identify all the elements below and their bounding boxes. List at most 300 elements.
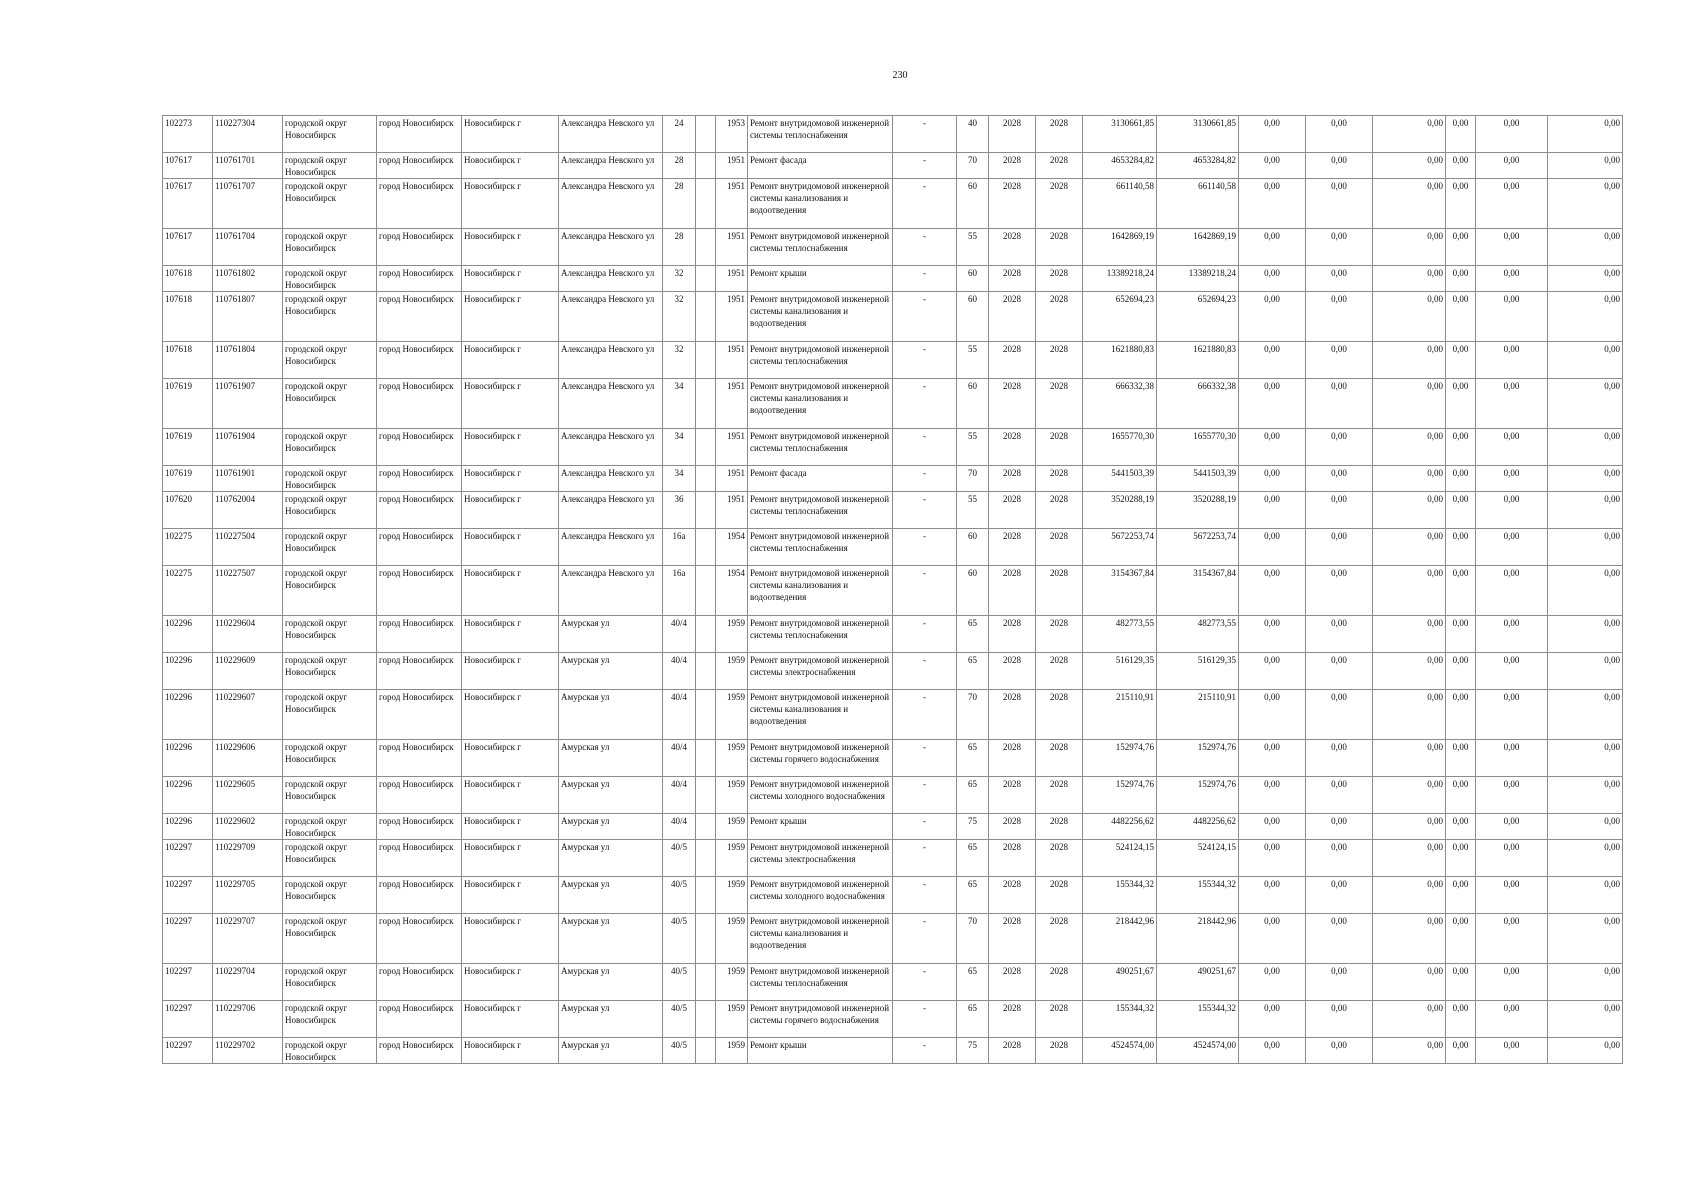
cost-total-cell: 5441503,39 — [1083, 466, 1157, 492]
work-type-cell: Ремонт внутридомовой инженерной системы горячего водоснабжения — [748, 1001, 893, 1038]
cost-total-cell: 4524574,00 — [1083, 1038, 1157, 1064]
dash-cell: - — [893, 492, 957, 529]
plan-year-end-cell: 2028 — [1036, 266, 1083, 292]
dash-cell: - — [893, 379, 957, 429]
building-cell — [696, 740, 716, 777]
work-type-cell: Ремонт фасада — [748, 153, 893, 179]
plan-year-end-cell: 2028 — [1036, 342, 1083, 379]
work-id-cell: 110227507 — [213, 566, 283, 616]
amount-3-cell: 0,00 — [1373, 914, 1446, 964]
settlement-cell: город Новосибирск — [377, 429, 462, 466]
amount-5-cell: 0,00 — [1476, 914, 1548, 964]
plan-year-start-cell: 2028 — [989, 229, 1036, 266]
work-id-cell: 110761804 — [213, 342, 283, 379]
work-id-cell: 110761802 — [213, 266, 283, 292]
year-built-cell: 1951 — [716, 292, 748, 342]
wear-percent-cell: 60 — [957, 292, 989, 342]
year-built-cell: 1954 — [716, 529, 748, 566]
cost-total-cell: 3154367,84 — [1083, 566, 1157, 616]
street-cell: Амурская ул — [559, 840, 663, 877]
wear-percent-cell: 75 — [957, 814, 989, 840]
locality-cell: Новосибирск г — [462, 342, 559, 379]
dash-cell: - — [893, 616, 957, 653]
plan-year-start-cell: 2028 — [989, 379, 1036, 429]
amount-4-cell: 0,00 — [1446, 466, 1476, 492]
work-id-cell: 110229606 — [213, 740, 283, 777]
work-type-cell: Ремонт внутридомовой инженерной системы теплоснабжения — [748, 492, 893, 529]
amount-1-cell: 0,00 — [1239, 964, 1306, 1001]
table-row — [163, 566, 1623, 616]
work-type-cell: Ремонт внутридомовой инженерной системы электроснабжения — [748, 840, 893, 877]
table-row — [163, 266, 1623, 292]
house-number-cell: 40/4 — [663, 653, 696, 690]
amount-2-cell: 0,00 — [1306, 492, 1373, 529]
amount-2-cell: 0,00 — [1306, 777, 1373, 814]
plan-year-start-cell: 2028 — [989, 153, 1036, 179]
wear-percent-cell: 70 — [957, 466, 989, 492]
object-id-cell: 107620 — [163, 492, 213, 529]
work-type-cell: Ремонт внутридомовой инженерной системы канализования и водоотведения — [748, 914, 893, 964]
plan-year-end-cell: 2028 — [1036, 814, 1083, 840]
work-id-cell: 110227304 — [213, 116, 283, 153]
object-id-cell: 107617 — [163, 153, 213, 179]
amount-2-cell: 0,00 — [1306, 1001, 1373, 1038]
amount-1-cell: 0,00 — [1239, 116, 1306, 153]
municipality-cell: городской округ Новосибирск — [283, 616, 377, 653]
year-built-cell: 1951 — [716, 379, 748, 429]
cost-total-cell: 490251,67 — [1083, 964, 1157, 1001]
wear-percent-cell: 70 — [957, 914, 989, 964]
cost-total-cell: 652694,23 — [1083, 292, 1157, 342]
amount-6-cell: 0,00 — [1548, 292, 1623, 342]
plan-year-end-cell: 2028 — [1036, 529, 1083, 566]
cost-total-cell: 666332,38 — [1083, 379, 1157, 429]
plan-year-start-cell: 2028 — [989, 466, 1036, 492]
amount-4-cell: 0,00 — [1446, 877, 1476, 914]
amount-6-cell: 0,00 — [1548, 964, 1623, 1001]
building-cell — [696, 1038, 716, 1064]
table-row — [163, 379, 1623, 429]
building-cell — [696, 653, 716, 690]
house-number-cell: 32 — [663, 342, 696, 379]
plan-year-end-cell: 2028 — [1036, 840, 1083, 877]
work-id-cell: 110229604 — [213, 616, 283, 653]
amount-4-cell: 0,00 — [1446, 429, 1476, 466]
street-cell: Амурская ул — [559, 616, 663, 653]
amount-1-cell: 0,00 — [1239, 379, 1306, 429]
amount-2-cell: 0,00 — [1306, 153, 1373, 179]
work-type-cell: Ремонт внутридомовой инженерной системы теплоснабжения — [748, 616, 893, 653]
amount-2-cell: 0,00 — [1306, 1038, 1373, 1064]
building-cell — [696, 266, 716, 292]
amount-1-cell: 0,00 — [1239, 292, 1306, 342]
settlement-cell: город Новосибирск — [377, 266, 462, 292]
amount-4-cell: 0,00 — [1446, 292, 1476, 342]
work-id-cell: 110229702 — [213, 1038, 283, 1064]
dash-cell: - — [893, 179, 957, 229]
locality-cell: Новосибирск г — [462, 914, 559, 964]
table-row — [163, 292, 1623, 342]
amount-5-cell: 0,00 — [1476, 690, 1548, 740]
wear-percent-cell: 40 — [957, 116, 989, 153]
amount-2-cell: 0,00 — [1306, 429, 1373, 466]
amount-5-cell: 0,00 — [1476, 266, 1548, 292]
building-cell — [696, 814, 716, 840]
amount-6-cell: 0,00 — [1548, 229, 1623, 266]
house-number-cell: 24 — [663, 116, 696, 153]
plan-year-end-cell: 2028 — [1036, 1038, 1083, 1064]
table-row — [163, 616, 1623, 653]
amount-1-cell: 0,00 — [1239, 266, 1306, 292]
work-type-cell: Ремонт крыши — [748, 814, 893, 840]
dash-cell: - — [893, 877, 957, 914]
work-type-cell: Ремонт крыши — [748, 266, 893, 292]
object-id-cell: 107619 — [163, 429, 213, 466]
locality-cell: Новосибирск г — [462, 566, 559, 616]
plan-year-start-cell: 2028 — [989, 529, 1036, 566]
amount-4-cell: 0,00 — [1446, 616, 1476, 653]
locality-cell: Новосибирск г — [462, 616, 559, 653]
cost-fund-cell: 3130661,85 — [1157, 116, 1239, 153]
amount-6-cell: 0,00 — [1548, 840, 1623, 877]
table-row — [163, 116, 1623, 153]
house-number-cell: 40/4 — [663, 740, 696, 777]
street-cell: Амурская ул — [559, 814, 663, 840]
dash-cell: - — [893, 529, 957, 566]
year-built-cell: 1959 — [716, 914, 748, 964]
building-cell — [696, 840, 716, 877]
building-cell — [696, 877, 716, 914]
amount-6-cell: 0,00 — [1548, 529, 1623, 566]
plan-year-start-cell: 2028 — [989, 292, 1036, 342]
locality-cell: Новосибирск г — [462, 814, 559, 840]
street-cell: Амурская ул — [559, 1001, 663, 1038]
amount-1-cell: 0,00 — [1239, 690, 1306, 740]
table-row — [163, 1001, 1623, 1038]
settlement-cell: город Новосибирск — [377, 529, 462, 566]
plan-year-start-cell: 2028 — [989, 566, 1036, 616]
amount-5-cell: 0,00 — [1476, 653, 1548, 690]
locality-cell: Новосибирск г — [462, 529, 559, 566]
object-id-cell: 102297 — [163, 964, 213, 1001]
cost-fund-cell: 155344,32 — [1157, 1001, 1239, 1038]
building-cell — [696, 292, 716, 342]
amount-2-cell: 0,00 — [1306, 653, 1373, 690]
settlement-cell: город Новосибирск — [377, 877, 462, 914]
municipality-cell: городской округ Новосибирск — [283, 179, 377, 229]
municipality-cell: городской округ Новосибирск — [283, 566, 377, 616]
cost-total-cell: 13389218,24 — [1083, 266, 1157, 292]
amount-4-cell: 0,00 — [1446, 266, 1476, 292]
amount-4-cell: 0,00 — [1446, 492, 1476, 529]
plan-year-start-cell: 2028 — [989, 492, 1036, 529]
house-number-cell: 16а — [663, 529, 696, 566]
table-row — [163, 179, 1623, 229]
work-type-cell: Ремонт внутридомовой инженерной системы теплоснабжения — [748, 529, 893, 566]
locality-cell: Новосибирск г — [462, 964, 559, 1001]
cost-total-cell: 4482256,62 — [1083, 814, 1157, 840]
cost-fund-cell: 1642869,19 — [1157, 229, 1239, 266]
amount-5-cell: 0,00 — [1476, 566, 1548, 616]
street-cell: Амурская ул — [559, 653, 663, 690]
locality-cell: Новосибирск г — [462, 466, 559, 492]
table-row — [163, 492, 1623, 529]
amount-5-cell: 0,00 — [1476, 1001, 1548, 1038]
year-built-cell: 1959 — [716, 1001, 748, 1038]
amount-5-cell: 0,00 — [1476, 429, 1548, 466]
street-cell: Александра Невского ул — [559, 529, 663, 566]
object-id-cell: 107617 — [163, 179, 213, 229]
house-number-cell: 40/5 — [663, 877, 696, 914]
amount-1-cell: 0,00 — [1239, 840, 1306, 877]
wear-percent-cell: 55 — [957, 492, 989, 529]
cost-total-cell: 482773,55 — [1083, 616, 1157, 653]
work-type-cell: Ремонт внутридомовой инженерной системы горячего водоснабжения — [748, 740, 893, 777]
cost-total-cell: 155344,32 — [1083, 1001, 1157, 1038]
plan-year-start-cell: 2028 — [989, 777, 1036, 814]
municipality-cell: городской округ Новосибирск — [283, 1001, 377, 1038]
municipality-cell: городской округ Новосибирск — [283, 914, 377, 964]
wear-percent-cell: 65 — [957, 877, 989, 914]
plan-year-end-cell: 2028 — [1036, 653, 1083, 690]
wear-percent-cell: 60 — [957, 266, 989, 292]
amount-1-cell: 0,00 — [1239, 566, 1306, 616]
work-id-cell: 110761704 — [213, 229, 283, 266]
amount-1-cell: 0,00 — [1239, 153, 1306, 179]
wear-percent-cell: 65 — [957, 1001, 989, 1038]
dash-cell: - — [893, 840, 957, 877]
plan-year-start-cell: 2028 — [989, 116, 1036, 153]
amount-4-cell: 0,00 — [1446, 814, 1476, 840]
municipality-cell: городской округ Новосибирск — [283, 379, 377, 429]
object-id-cell: 107618 — [163, 342, 213, 379]
amount-4-cell: 0,00 — [1446, 229, 1476, 266]
amount-2-cell: 0,00 — [1306, 379, 1373, 429]
street-cell: Амурская ул — [559, 914, 663, 964]
locality-cell: Новосибирск г — [462, 653, 559, 690]
wear-percent-cell: 55 — [957, 429, 989, 466]
municipality-cell: городской округ Новосибирск — [283, 492, 377, 529]
municipality-cell: городской округ Новосибирск — [283, 777, 377, 814]
municipality-cell: городской округ Новосибирск — [283, 429, 377, 466]
amount-6-cell: 0,00 — [1548, 266, 1623, 292]
object-id-cell: 107618 — [163, 292, 213, 342]
building-cell — [696, 116, 716, 153]
wear-percent-cell: 65 — [957, 616, 989, 653]
amount-6-cell: 0,00 — [1548, 814, 1623, 840]
work-id-cell: 110229607 — [213, 690, 283, 740]
plan-year-end-cell: 2028 — [1036, 914, 1083, 964]
object-id-cell: 107619 — [163, 466, 213, 492]
object-id-cell: 107618 — [163, 266, 213, 292]
work-type-cell: Ремонт внутридомовой инженерной системы холодного водоснабжения — [748, 777, 893, 814]
amount-6-cell: 0,00 — [1548, 777, 1623, 814]
cost-fund-cell: 152974,76 — [1157, 740, 1239, 777]
locality-cell: Новосибирск г — [462, 1001, 559, 1038]
house-number-cell: 40/4 — [663, 777, 696, 814]
street-cell: Александра Невского ул — [559, 292, 663, 342]
work-type-cell: Ремонт внутридомовой инженерной системы теплоснабжения — [748, 116, 893, 153]
amount-5-cell: 0,00 — [1476, 153, 1548, 179]
amount-6-cell: 0,00 — [1548, 616, 1623, 653]
cost-fund-cell: 4524574,00 — [1157, 1038, 1239, 1064]
year-built-cell: 1951 — [716, 179, 748, 229]
amount-6-cell: 0,00 — [1548, 342, 1623, 379]
amount-1-cell: 0,00 — [1239, 740, 1306, 777]
street-cell: Амурская ул — [559, 1038, 663, 1064]
amount-1-cell: 0,00 — [1239, 466, 1306, 492]
work-type-cell: Ремонт внутридомовой инженерной системы теплоснабжения — [748, 229, 893, 266]
work-type-cell: Ремонт крыши — [748, 1038, 893, 1064]
amount-5-cell: 0,00 — [1476, 292, 1548, 342]
work-id-cell: 110227504 — [213, 529, 283, 566]
municipality-cell: городской округ Новосибирск — [283, 840, 377, 877]
house-number-cell: 40/4 — [663, 814, 696, 840]
year-built-cell: 1959 — [716, 653, 748, 690]
amount-5-cell: 0,00 — [1476, 1038, 1548, 1064]
year-built-cell: 1959 — [716, 616, 748, 653]
settlement-cell: город Новосибирск — [377, 914, 462, 964]
amount-1-cell: 0,00 — [1239, 529, 1306, 566]
table-row — [163, 653, 1623, 690]
amount-2-cell: 0,00 — [1306, 877, 1373, 914]
amount-2-cell: 0,00 — [1306, 690, 1373, 740]
cost-fund-cell: 3154367,84 — [1157, 566, 1239, 616]
building-cell — [696, 429, 716, 466]
amount-2-cell: 0,00 — [1306, 914, 1373, 964]
amount-3-cell: 0,00 — [1373, 814, 1446, 840]
table-row — [163, 342, 1623, 379]
amount-1-cell: 0,00 — [1239, 179, 1306, 229]
registry-body — [163, 116, 1623, 1064]
municipality-cell: городской округ Новосибирск — [283, 814, 377, 840]
plan-year-end-cell: 2028 — [1036, 964, 1083, 1001]
plan-year-start-cell: 2028 — [989, 429, 1036, 466]
plan-year-end-cell: 2028 — [1036, 740, 1083, 777]
municipality-cell: городской округ Новосибирск — [283, 877, 377, 914]
street-cell: Александра Невского ул — [559, 153, 663, 179]
plan-year-end-cell: 2028 — [1036, 690, 1083, 740]
amount-3-cell: 0,00 — [1373, 840, 1446, 877]
year-built-cell: 1959 — [716, 840, 748, 877]
amount-1-cell: 0,00 — [1239, 229, 1306, 266]
amount-4-cell: 0,00 — [1446, 690, 1476, 740]
locality-cell: Новосибирск г — [462, 492, 559, 529]
building-cell — [696, 616, 716, 653]
amount-5-cell: 0,00 — [1476, 814, 1548, 840]
amount-3-cell: 0,00 — [1373, 229, 1446, 266]
page-number: 230 — [892, 70, 908, 81]
object-id-cell: 102296 — [163, 690, 213, 740]
table-row — [163, 840, 1623, 877]
amount-4-cell: 0,00 — [1446, 153, 1476, 179]
plan-year-start-cell: 2028 — [989, 1038, 1036, 1064]
amount-5-cell: 0,00 — [1476, 466, 1548, 492]
dash-cell: - — [893, 653, 957, 690]
amount-6-cell: 0,00 — [1548, 492, 1623, 529]
house-number-cell: 40/4 — [663, 690, 696, 740]
amount-1-cell: 0,00 — [1239, 914, 1306, 964]
plan-year-end-cell: 2028 — [1036, 379, 1083, 429]
house-number-cell: 28 — [663, 179, 696, 229]
house-number-cell: 40/5 — [663, 1001, 696, 1038]
object-id-cell: 102296 — [163, 653, 213, 690]
cost-total-cell: 5672253,74 — [1083, 529, 1157, 566]
amount-3-cell: 0,00 — [1373, 379, 1446, 429]
cost-fund-cell: 482773,55 — [1157, 616, 1239, 653]
dash-cell: - — [893, 814, 957, 840]
cost-fund-cell: 652694,23 — [1157, 292, 1239, 342]
work-id-cell: 110761907 — [213, 379, 283, 429]
dash-cell: - — [893, 690, 957, 740]
amount-3-cell: 0,00 — [1373, 342, 1446, 379]
municipality-cell: городской округ Новосибирск — [283, 229, 377, 266]
cost-fund-cell: 215110,91 — [1157, 690, 1239, 740]
building-cell — [696, 153, 716, 179]
amount-4-cell: 0,00 — [1446, 529, 1476, 566]
cost-fund-cell: 666332,38 — [1157, 379, 1239, 429]
work-id-cell: 110229605 — [213, 777, 283, 814]
plan-year-start-cell: 2028 — [989, 266, 1036, 292]
cost-total-cell: 1655770,30 — [1083, 429, 1157, 466]
house-number-cell: 40/5 — [663, 840, 696, 877]
amount-3-cell: 0,00 — [1373, 1038, 1446, 1064]
building-cell — [696, 566, 716, 616]
street-cell: Амурская ул — [559, 740, 663, 777]
object-id-cell: 102297 — [163, 877, 213, 914]
table-row — [163, 877, 1623, 914]
settlement-cell: город Новосибирск — [377, 492, 462, 529]
municipality-cell: городской округ Новосибирск — [283, 342, 377, 379]
work-type-cell: Ремонт внутридомовой инженерной системы канализования и водоотведения — [748, 179, 893, 229]
plan-year-end-cell: 2028 — [1036, 616, 1083, 653]
amount-2-cell: 0,00 — [1306, 964, 1373, 1001]
cost-fund-cell: 1621880,83 — [1157, 342, 1239, 379]
street-cell: Амурская ул — [559, 777, 663, 814]
work-type-cell: Ремонт внутридомовой инженерной системы теплоснабжения — [748, 342, 893, 379]
settlement-cell: город Новосибирск — [377, 740, 462, 777]
object-id-cell: 102273 — [163, 116, 213, 153]
wear-percent-cell: 65 — [957, 740, 989, 777]
street-cell: Александра Невского ул — [559, 492, 663, 529]
repair-registry-table — [162, 115, 1623, 1064]
dash-cell: - — [893, 1038, 957, 1064]
municipality-cell: городской округ Новосибирск — [283, 653, 377, 690]
locality-cell: Новосибирск г — [462, 229, 559, 266]
settlement-cell: город Новосибирск — [377, 179, 462, 229]
municipality-cell: городской округ Новосибирск — [283, 740, 377, 777]
amount-3-cell: 0,00 — [1373, 466, 1446, 492]
object-id-cell: 107619 — [163, 379, 213, 429]
house-number-cell: 34 — [663, 429, 696, 466]
year-built-cell: 1959 — [716, 964, 748, 1001]
dash-cell: - — [893, 566, 957, 616]
amount-4-cell: 0,00 — [1446, 1001, 1476, 1038]
amount-3-cell: 0,00 — [1373, 877, 1446, 914]
amount-5-cell: 0,00 — [1476, 179, 1548, 229]
house-number-cell: 40/4 — [663, 616, 696, 653]
plan-year-start-cell: 2028 — [989, 690, 1036, 740]
amount-2-cell: 0,00 — [1306, 529, 1373, 566]
amount-5-cell: 0,00 — [1476, 616, 1548, 653]
cost-fund-cell: 152974,76 — [1157, 777, 1239, 814]
amount-6-cell: 0,00 — [1548, 740, 1623, 777]
amount-1-cell: 0,00 — [1239, 814, 1306, 840]
work-id-cell: 110229609 — [213, 653, 283, 690]
amount-3-cell: 0,00 — [1373, 116, 1446, 153]
amount-1-cell: 0,00 — [1239, 877, 1306, 914]
year-built-cell: 1953 — [716, 116, 748, 153]
